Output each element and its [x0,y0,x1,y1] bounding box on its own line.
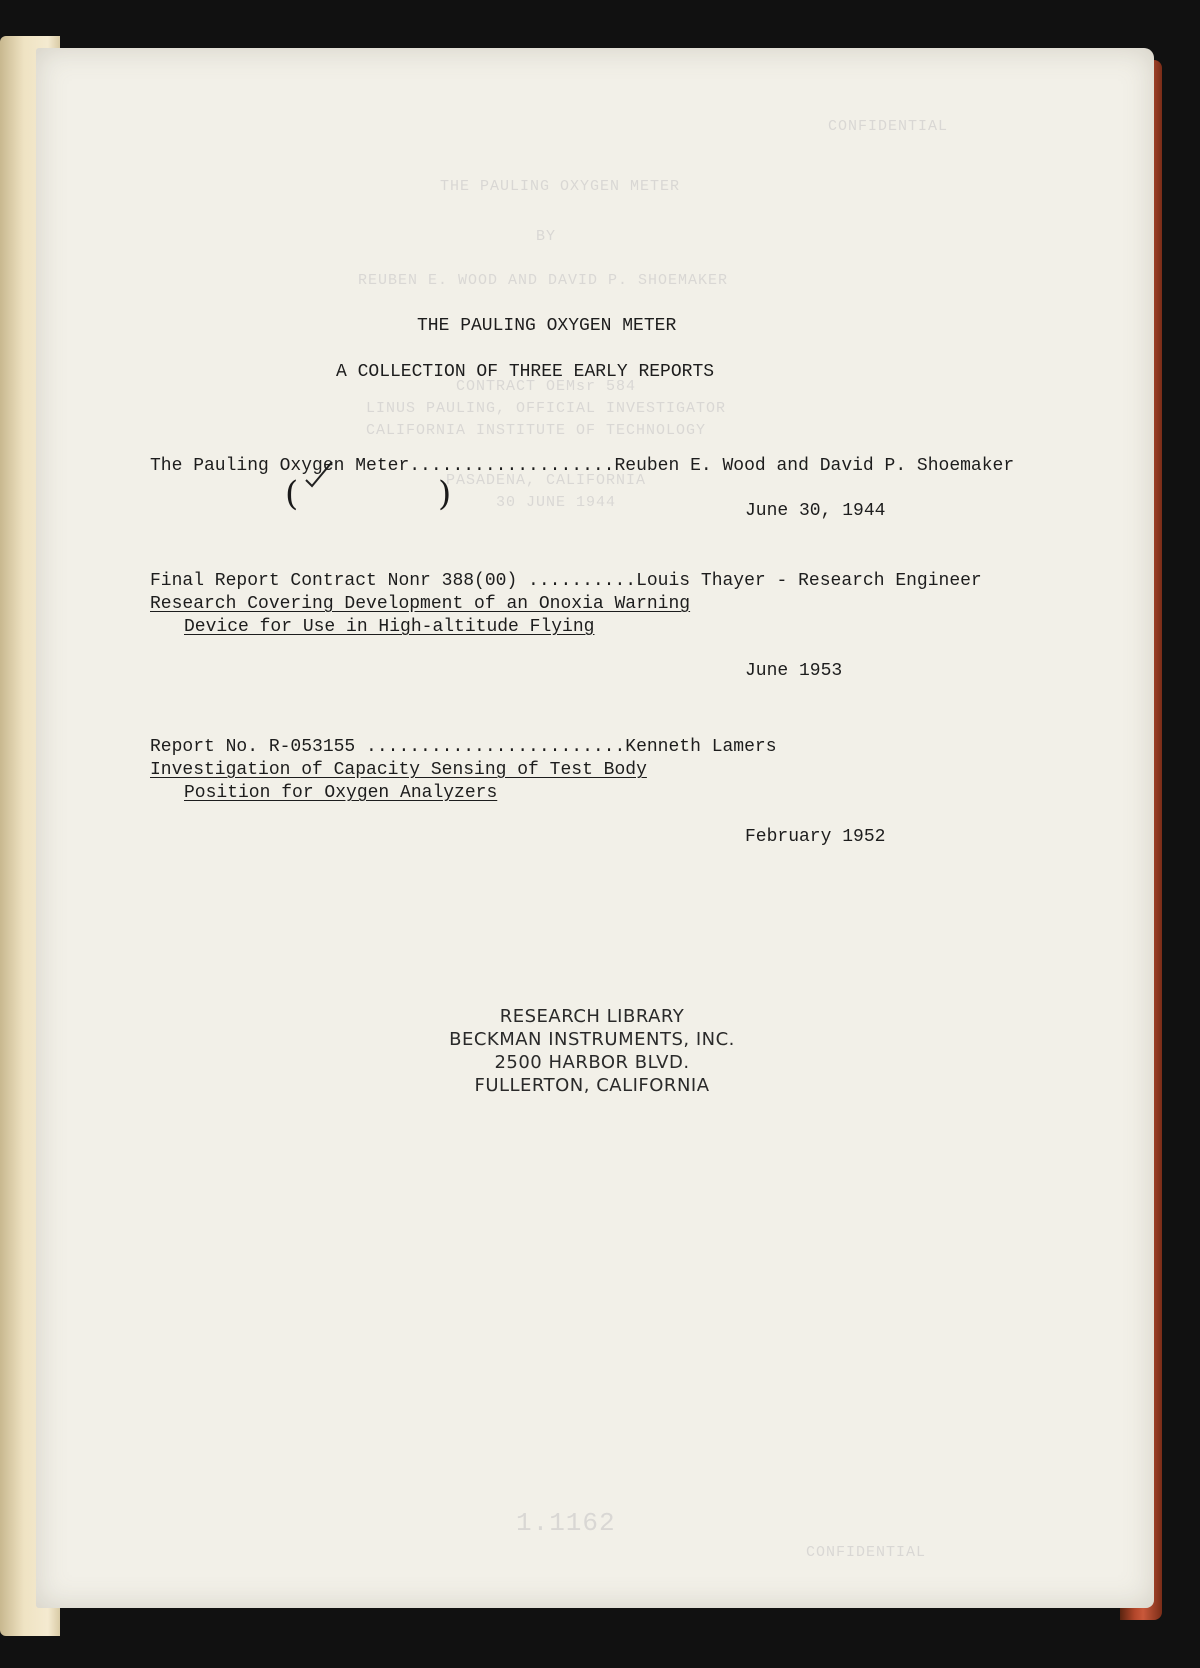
showthrough-authors: REUBEN E. WOOD AND DAVID P. SHOEMAKER [358,272,729,289]
showthrough-confidential-top: CONFIDENTIAL [828,118,949,135]
report-3-title-line-1: Investigation of Capacity Sensing of Test Body [150,760,647,780]
document-title: THE PAULING OXYGEN METER [417,316,677,336]
report-3-date: February 1952 [745,827,886,847]
handwritten-close-paren: ) [438,474,452,514]
report-1-date: June 30, 1944 [745,501,886,521]
report-3-line: Report No. R-053155 ........................Kenneth Lamers [150,737,777,757]
document-subtitle: A COLLECTION OF THREE EARLY REPORTS [336,362,715,382]
report-2-line: Final Report Contract Nonr 388(00) ..........Louis Thayer - Research Engineer [150,571,982,591]
report-3-title-line-2: Position for Oxygen Analyzers [184,783,498,803]
stamp-line-2: BECKMAN INSTRUMENTS, INC. [449,1029,735,1050]
showthrough-confidential-bottom: CONFIDENTIAL [806,1544,927,1561]
report-2-title-line-2: Device for Use in High-altitude Flying [184,617,595,637]
handwritten-open-paren: ( [285,474,299,514]
report-2-title-line-1: Research Covering Development of an Onoxia Warning [150,594,691,614]
report-1-line: The Pauling Oxygen Meter...................Reuben E. Wood and David P. Shoemaker [150,456,1015,476]
showthrough-title: THE PAULING OXYGEN METER [440,178,681,195]
showthrough-contract: CONTRACT OEMsr 584 [456,378,637,395]
showthrough-by: BY [536,228,557,245]
showthrough-institute: CALIFORNIA INSTITUTE OF TECHNOLOGY [366,422,707,439]
showthrough-date: 30 JUNE 1944 [496,494,617,511]
stamp-line-4: FULLERTON, CALIFORNIA [474,1075,710,1096]
showthrough-number: 1.1162 [516,1508,616,1538]
stamp-line-1: RESEARCH LIBRARY [499,1006,685,1027]
document-page [36,48,1154,1608]
showthrough-investigator: LINUS PAULING, OFFICIAL INVESTIGATOR [366,400,727,417]
stamp-line-3: 2500 HARBOR BLVD. [494,1052,690,1073]
report-2-date: June 1953 [745,661,843,681]
showthrough-place: PASADENA, CALIFORNIA [446,472,647,489]
